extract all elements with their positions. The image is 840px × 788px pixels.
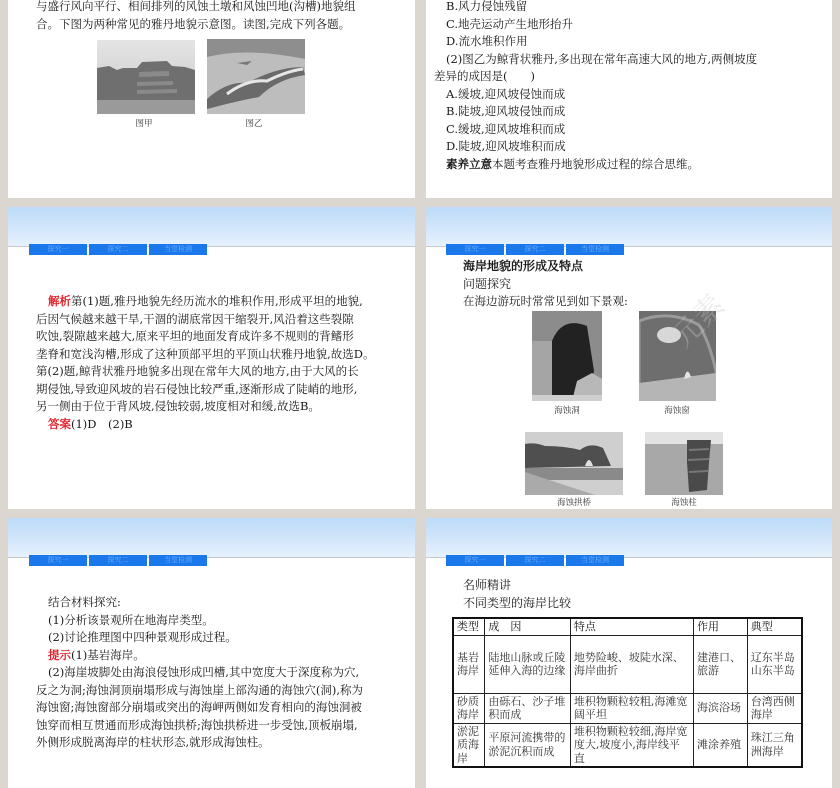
- table-cell: 砂质海岸: [453, 693, 485, 723]
- literacy-label: 素养立意: [446, 156, 492, 171]
- inquiry-text: [36, 594, 411, 752]
- text-line: 吹蚀,裂隙越来越大,原来平坦的地面发育成许多不规则的背鳍形: [36, 329, 354, 343]
- table-cell: 辽东半岛 山东半岛: [747, 635, 802, 693]
- table-cell: 珠江三角洲海岸: [747, 723, 802, 767]
- hint-label: 提示: [48, 647, 71, 662]
- table-row: [453, 723, 802, 767]
- option-c: C.缓坡,迎风坡堆积而成: [446, 121, 566, 136]
- text-line: 期侵蚀,导致迎风坡的岩石侵蚀比较严重,逐渐形成了陡峭的地形,: [36, 381, 358, 396]
- figure-caption-yi: 图乙: [245, 119, 263, 129]
- question-text: [434, 0, 826, 173]
- tab-class-test[interactable]: 当堂检测: [149, 244, 207, 255]
- text-line: (2)讨论推理图中四种景观形成过程。: [48, 630, 237, 644]
- table-cell: 滩涂养殖: [694, 723, 748, 767]
- option-b: B.陡坡,迎风坡侵蚀而成: [446, 104, 566, 118]
- option-a: A.缓坡,迎风坡侵蚀而成: [446, 86, 566, 101]
- table-cell: 平原河流携带的淤泥沉积而成: [485, 723, 570, 767]
- table-cell: 台湾西侧海岸: [747, 693, 802, 723]
- header-cell: 典型: [747, 618, 802, 635]
- text-line: 第(2)题,鲸背状雅丹地貌多出现在常年大风的地方,由于大风的长: [36, 364, 359, 378]
- answer-line: [36, 416, 411, 434]
- text-line: (1)分析该景观所在地海岸类型。: [48, 612, 214, 627]
- analysis-label: 解析: [48, 294, 71, 308]
- text-line: 另一侧由于位于背风坡,侵蚀较弱,坡度相对和缓,故选B。: [36, 399, 320, 413]
- text-line: 后因气候越来越干旱,干涸的湖底常因干缩裂开,风沿着这些裂隙: [36, 311, 354, 326]
- caption-sea-window: 海蚀窗: [664, 406, 690, 416]
- text-line: 合。下图为两种常见的雅丹地貌示意图。读图,完成下列各题。: [36, 16, 351, 31]
- table-cell: 堆积物颗粒较细,海岸宽度大,坡度小,海岸线平直: [570, 723, 693, 767]
- question-2-line1: (2)图乙为鲸背状雅丹,多出现在常年高速大风的地方,两侧坡度: [446, 51, 758, 66]
- header-cell: 作用: [694, 618, 748, 635]
- answer-value: (1)D (2)B: [71, 416, 133, 431]
- analysis-text: [36, 293, 411, 433]
- intro-text: 在海边游玩时常常见到如下景观:: [463, 294, 628, 308]
- literacy-intent: [434, 156, 826, 174]
- caption-sea-cave: 海蚀洞: [554, 406, 580, 416]
- header-cell: 类型: [453, 618, 485, 635]
- slide-yardang-intro[interactable]: [8, 0, 415, 198]
- nav-tabs: [29, 555, 207, 566]
- table-cell: 由砾石、沙子堆积而成: [485, 693, 570, 723]
- section-subtitle: 问题探究: [463, 277, 512, 291]
- nav-tabs: [29, 244, 207, 255]
- table-cell: 堆积物颗粒较粗,海滩宽阔平坦: [570, 693, 693, 723]
- tab-explore-1[interactable]: 探究一: [29, 555, 87, 566]
- slide-header: [8, 207, 415, 247]
- tab-class-test[interactable]: 当堂检测: [566, 555, 624, 566]
- answer-label: 答案: [48, 416, 71, 431]
- table-header-row: [453, 618, 802, 635]
- table-cell: 建港口、旅游: [694, 635, 748, 693]
- table-cell: 基岩海岸: [453, 635, 485, 693]
- coast-comparison-table: [452, 617, 803, 768]
- tab-class-test[interactable]: 当堂检测: [566, 244, 624, 255]
- option-d: D.陡坡,迎风坡堆积而成: [446, 139, 566, 153]
- yardang-mesa-photo-icon: [97, 40, 195, 114]
- text-line: 海蚀窗;海蚀窗部分崩塌或突出的海岬两侧如发育相向的海蚀洞被: [36, 700, 362, 714]
- sea-stack-photo-icon: [645, 432, 723, 495]
- text-line: (2)海崖坡脚处由海浪侵蚀形成凹槽,其中宽度大于深度称为穴,: [48, 665, 360, 679]
- header-cell: 成 因: [485, 618, 570, 635]
- sea-cave-photo-icon: [532, 311, 602, 401]
- intro-text: [36, 0, 408, 33]
- table-cell: 地势险峻、坡陡水深、海岸曲折: [570, 635, 693, 693]
- tab-explore-2[interactable]: 探究二: [506, 244, 564, 255]
- option-c: C.地壳运动产生地形抬升: [446, 16, 574, 31]
- tab-explore-2[interactable]: 探究二: [89, 555, 147, 566]
- slide-coastal-landforms[interactable]: [426, 207, 832, 509]
- tab-explore-1[interactable]: 探究一: [446, 244, 504, 255]
- slide-header: [426, 207, 832, 247]
- slide-header: [426, 518, 832, 558]
- slide-header: [8, 518, 415, 558]
- text-line: [36, 293, 411, 311]
- whaleback-yardang-photo-icon: [207, 39, 305, 114]
- question-2-line2: 差异的成因是( ): [434, 69, 535, 83]
- slide-inquiry[interactable]: [8, 518, 415, 788]
- section-title: 海岸地貌的形成及特点: [463, 259, 584, 273]
- table-cell: 海滨浴场: [694, 693, 748, 723]
- header-cell: 特点: [570, 618, 693, 635]
- text-line: 垄脊和宽浅沟槽,形成了这种顶部平坦的平顶山状雅丹地貌,故选D。: [36, 346, 375, 361]
- tab-explore-1[interactable]: 探究一: [446, 555, 504, 566]
- text-line: 蚀穿而相互贯通而形成海蚀拱桥;海蚀拱桥进一步受蚀,顶板崩塌,: [36, 717, 358, 732]
- slide-coast-comparison[interactable]: [426, 518, 832, 788]
- table-cell: 陆地山脉或丘陵延伸入海的边缘: [485, 635, 570, 693]
- sea-arch-photo-icon: [525, 432, 623, 495]
- slide-analysis[interactable]: [8, 207, 415, 509]
- tab-explore-2[interactable]: 探究二: [89, 244, 147, 255]
- slide-yardang-questions[interactable]: [426, 0, 832, 198]
- caption-sea-stack: 海蚀柱: [671, 498, 697, 508]
- figure-caption-jia: 图甲: [135, 119, 153, 129]
- tab-explore-2[interactable]: 探究二: [506, 555, 564, 566]
- text-line: 反之为洞;海蚀洞顶崩塌形成与海蚀崖上部沟通的海蚀穴(洞),称为: [36, 682, 363, 697]
- table-row: [453, 635, 802, 693]
- tab-explore-1[interactable]: 探究一: [29, 244, 87, 255]
- nav-tabs: [446, 244, 624, 255]
- heading-coast-comparison: 不同类型的海岸比较: [463, 596, 572, 610]
- option-b: B.风力侵蚀残留: [446, 0, 528, 13]
- table-row: [453, 693, 802, 723]
- table-cell: 淤泥质海岸: [453, 723, 485, 767]
- text-line: 结合材料探究:: [48, 595, 121, 609]
- hint-line: [36, 647, 411, 665]
- caption-sea-arch: 海蚀拱桥: [556, 498, 591, 508]
- literacy-text: 本题考查雅丹地貌形成过程的综合思维。: [492, 156, 699, 171]
- heading-teacher-notes: 名师精讲: [463, 578, 512, 592]
- text-line: 与盛行风向平行、相间排列的风蚀土墩和风蚀凹地(沟槽)地貌组: [36, 0, 356, 13]
- hint-text: (1)基岩海岸。: [71, 647, 145, 662]
- nav-tabs: [446, 555, 624, 566]
- watermark: 元素: [664, 287, 733, 356]
- text-line-content: 第(1)题,雅丹地貌先经历流水的堆积作用,形成平坦的地貌,: [71, 294, 363, 308]
- option-d: D.流水堆积作用: [446, 34, 528, 48]
- tab-class-test[interactable]: 当堂检测: [149, 555, 207, 566]
- text-line: 外侧形成脱离海岸的柱状形态,就形成海蚀柱。: [36, 735, 270, 749]
